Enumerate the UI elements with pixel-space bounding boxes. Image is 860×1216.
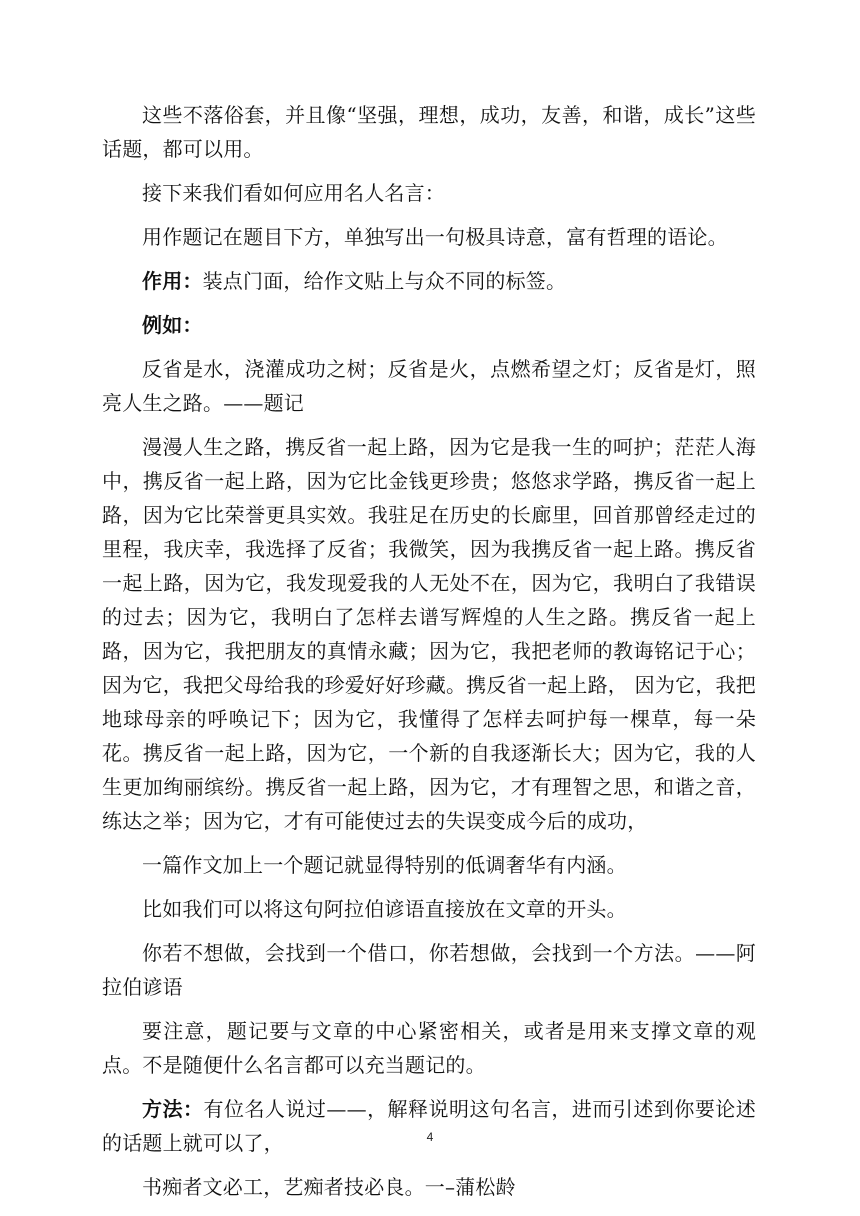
paragraph-epigraph-example: 反省是水，浇灌成功之树；反省是火，点燃希望之灯；反省是灯，照亮人生之路。——题记	[102, 357, 756, 415]
paragraph-epigraph-usage: 用作题记在题目下方，单独写出一句极具诗意，富有哲理的语论。	[142, 225, 728, 249]
paragraph-method: 方法：有位名人说过——，解释说明这句名言，进而引述到你要论述的话题上就可以了，	[102, 1097, 756, 1155]
paragraph-intro-quotes: 接下来我们看如何应用名人名言：	[142, 181, 445, 205]
paragraph-arabic-proverb-intro: 比如我们可以将这句阿拉伯谚语直接放在文章的开头。	[142, 897, 627, 921]
paragraph-pu-songling-quote: 书痴者文必工，艺痴者技必良。一–蒲松龄	[142, 1175, 516, 1199]
document-body	[102, 98, 756, 1214]
method-label: 方法：	[142, 1097, 204, 1121]
paragraph-essay-body: 漫漫人生之路，携反省一起上路，因为它是我一生的呵护；茫茫人海中，携反省一起上路，因为它比金钱更珍贵；悠悠求学路，携反省一起上路，因为它比荣誉更具实效。我驻足在历史的长廊里，回首那曾经走过的里程，我庆幸，我选择了反省；我微笑，因为我携反省一起上路。携反省一起上路，因为它，我发现爱我的人无处不在，因为它，我明白了我错误的过去；因为它，我明白了怎样去谱写辉煌的人生之路。携反省一起上路，因为它，我把朋友的真情永藏；因为它，我把老师的教诲铭记于心；因为它，我把父母给我的珍爱好好珍藏。携反省一起上路， 因为它，我把地球母亲的呼唤记下；因为它，我懂得了怎样去呵护每一棵草，每一朵花。携反省一起上路，因为它，一个新的自我逐渐长大；因为它，我的人生更加绚丽缤纷。携反省一起上路，因为它，才有理智之思，和谐之音，练达之举；因为它，才有可能使过去的失误变成今后的成功，	[102, 435, 756, 833]
page-number: 4	[426, 1130, 434, 1144]
paragraph-purpose: 作用：装点门面，给作文贴上与众不同的标签。	[142, 269, 567, 293]
paragraph-caution: 要注意，题记要与文章的中心紧密相关，或者是用来支撑文章的观点。不是随便什么名言都可以充当题记的。	[102, 1019, 756, 1077]
example-label: 例如：	[142, 313, 203, 337]
purpose-label: 作用：	[142, 269, 203, 293]
paragraph-topics: 这些不落俗套，并且像“坚强，理想，成功，友善，和谐，成长”这些话题，都可以用。	[102, 103, 756, 161]
paragraph-example-heading	[102, 308, 756, 342]
paragraph-epigraph-value: 一篇作文加上一个题记就显得特别的低调奢华有内涵。	[142, 853, 627, 877]
paragraph-arabic-proverb: 你若不想做，会找到一个借口，你若想做，会找到一个方法。——阿拉伯谚语	[102, 941, 756, 999]
